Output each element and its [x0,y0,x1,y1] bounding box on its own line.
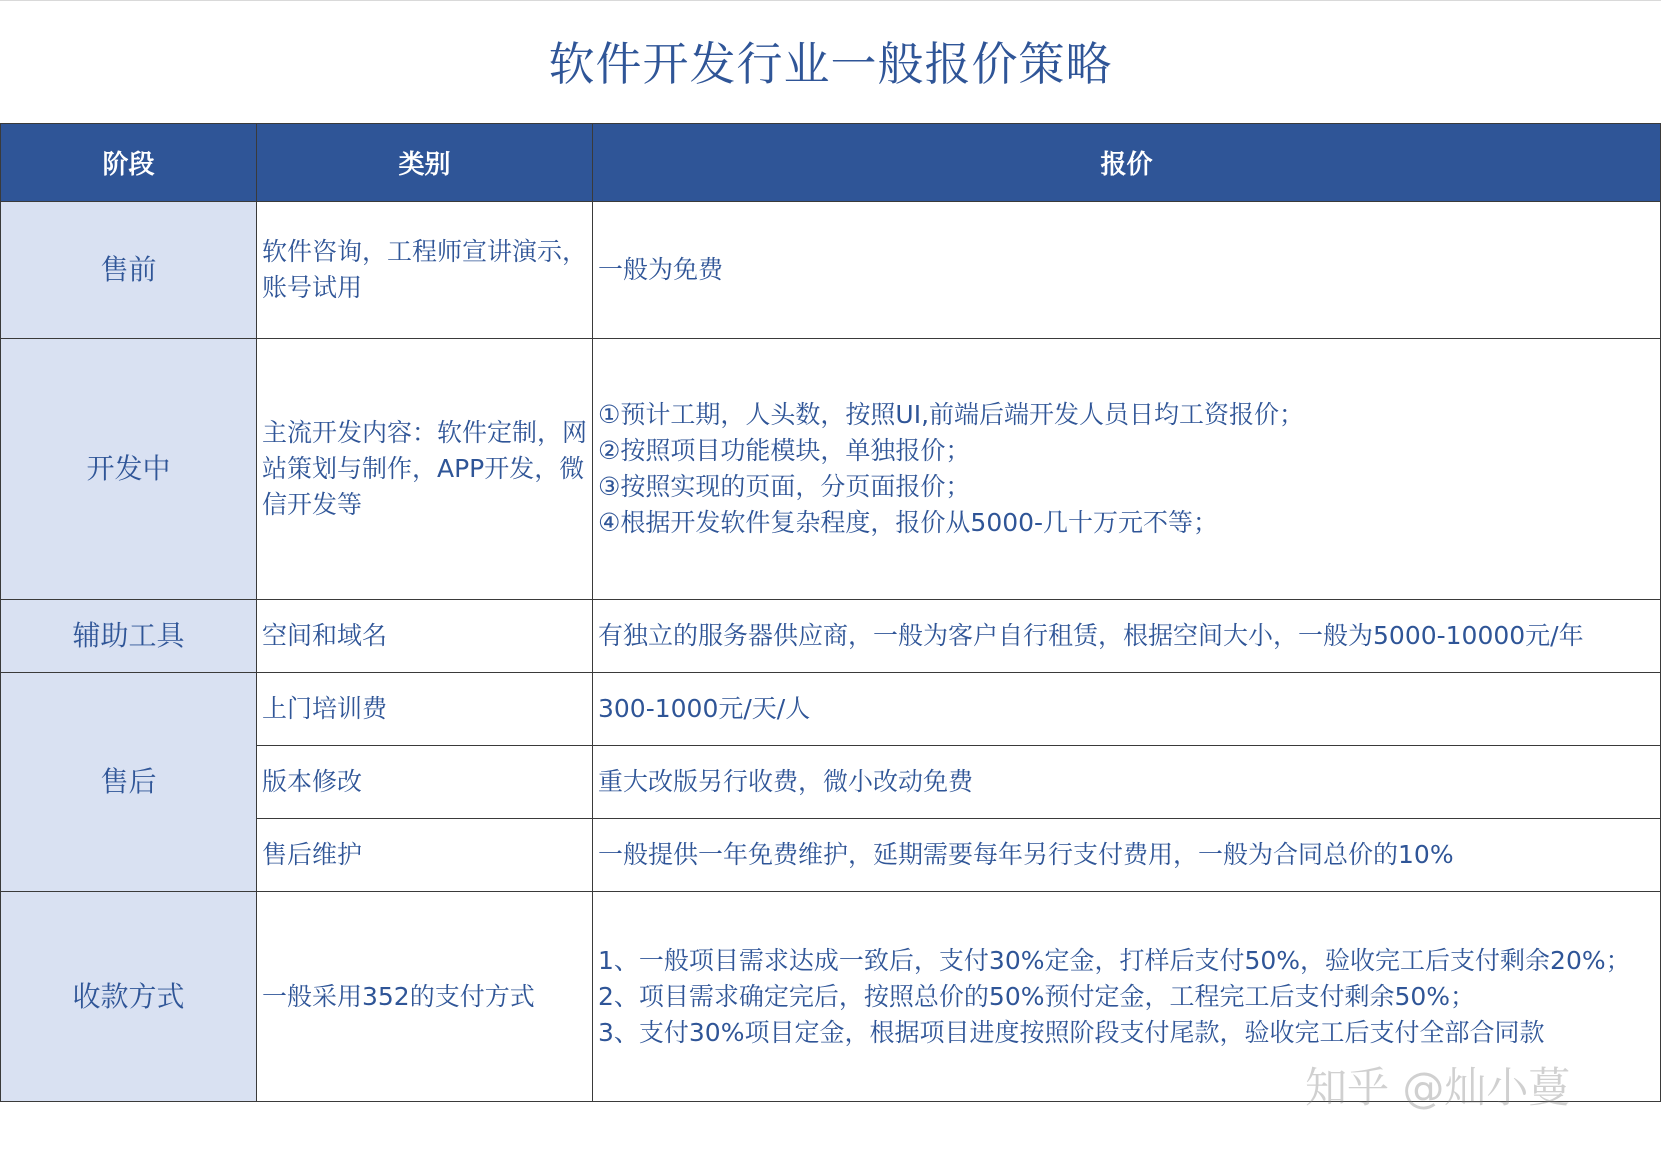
category-cell: 空间和域名 [257,600,593,673]
table-row-payment [1,892,1661,1102]
category-cell: 上门培训费 [257,673,593,746]
watermark: 知乎 @灿小蔓 [1305,1063,1571,1112]
category-cell: 主流开发内容：软件定制，网站策划与制作，APP开发，微信开发等 [257,339,593,600]
table-row-dev [1,339,1661,600]
price-cell [593,892,1661,1102]
category-cell: 版本修改 [257,746,593,819]
price-cell: 一般提供一年免费维护，延期需要每年另行支付费用，一般为合同总价的10% [593,819,1661,892]
stage-cell: 收款方式 [1,892,257,1102]
price-cell: 一般为免费 [593,202,1661,339]
category-cell: 售后维护 [257,819,593,892]
price-line: 2、项目需求确定完后，按照总价的50%预付定金，工程完工后支付剩余50%； [598,981,1476,1011]
table-row-tools [1,600,1661,673]
stage-cell: 售前 [1,202,257,339]
table-row-presale [1,202,1661,339]
table-row-aftersale [1,673,1661,746]
price-line: ④根据开发软件复杂程度，报价从5000-几十万元不等； [598,508,1219,537]
header-stage: 阶段 [1,124,257,202]
category-cell: 一般采用352的支付方式 [257,892,593,1102]
price-line: ②按照项目功能模块，单独报价； [598,436,971,465]
price-cell: 有独立的服务器供应商，一般为客户自行租赁，根据空间大小，一般为5000-10000元/年 [593,600,1661,673]
table-header-row [1,124,1661,202]
price-line: 3、支付30%项目定金，根据项目进度按照阶段支付尾款，验收完工后支付全部合同款 [598,1017,1545,1047]
page-title: 软件开发行业一般报价策略 [548,37,1113,91]
category-cell: 软件咨询，工程师宣讲演示，账号试用 [257,202,593,339]
stage-cell: 辅助工具 [1,600,257,673]
top-border [0,0,1661,1]
price-line: ③按照实现的页面，分页面报价； [598,472,971,501]
pricing-table [0,123,1661,1102]
price-line: ①预计工期，人头数，按照UI,前端后端开发人员日均工资报价； [598,400,1305,429]
price-line: 1、一般项目需求达成一致后，支付30%定金，打样后支付50%，验收完工后支付剩余20%； [598,945,1631,975]
price-cell: 300-1000元/天/人 [593,673,1661,746]
stage-cell: 售后 [1,673,257,892]
stage-cell: 开发中 [1,339,257,600]
price-cell [593,339,1661,600]
header-category: 类别 [257,124,593,202]
header-price: 报价 [593,124,1661,202]
price-cell: 重大改版另行收费，微小改动免费 [593,746,1661,819]
